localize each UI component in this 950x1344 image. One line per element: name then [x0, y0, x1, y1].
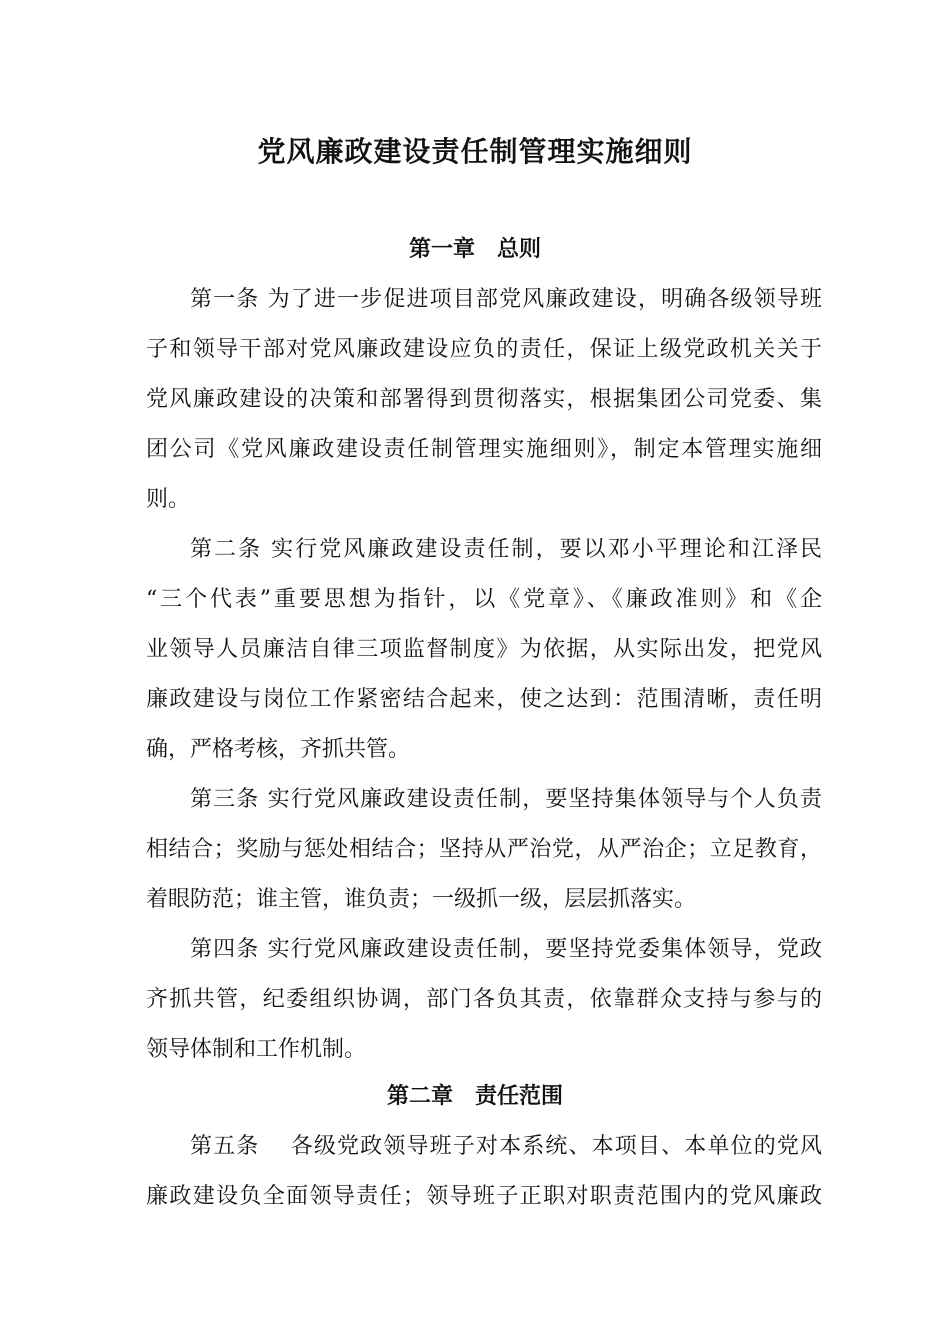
article-1-line-4: 团公司《党风廉政建设责任制管理实施细则》，制定本管理实施细 [146, 437, 822, 462]
article-3 [146, 775, 822, 925]
article-1-line-5: 则。 [146, 487, 191, 512]
article-3-line-3: 着眼防范；谁主管，谁负责；一级抓一级，层层抓落实。 [146, 887, 697, 912]
article-5 [146, 1122, 822, 1222]
article-1-line-2: 子和领导干部对党风廉政建设应负的责任，保证上级党政机关关于 [146, 337, 822, 362]
article-1-line-3: 党风廉政建设的决策和部署得到贯彻落实，根据集团公司党委、集 [146, 387, 822, 412]
article-2-line-5: 确，严格考核，齐抓共管。 [146, 737, 411, 762]
article-4-line-3: 领导体制和工作机制。 [146, 1037, 367, 1062]
document-title: 党风廉政建设责任制管理实施细则 [257, 135, 693, 168]
article-2-line-1: 第二条 实行党风廉政建设责任制，要以邓小平理论和江泽民 [190, 537, 822, 562]
article-4 [146, 925, 822, 1075]
chapter-1-heading: 第一章 总则 [408, 237, 541, 262]
article-2-line-2: “三个代表”重要思想为指针，以《党章》、《廉政准则》和《企 [146, 587, 822, 612]
article-3-line-2: 相结合；奖励与惩处相结合；坚持从严治党，从严治企；立足教育， [146, 837, 822, 862]
article-3-line-1: 第三条 实行党风廉政建设责任制，要坚持集体领导与个人负责 [190, 787, 822, 812]
chapter-2-heading: 第二章 责任范围 [386, 1084, 563, 1109]
article-5-line-1: 第五条 各级党政领导班子对本系统、本项目、本单位的党风 [190, 1134, 822, 1159]
article-1 [146, 275, 822, 525]
article-2 [146, 525, 822, 775]
article-1-line-1: 第一条 为了进一步促进项目部党风廉政建设，明确各级领导班 [190, 287, 822, 312]
article-4-line-2: 齐抓共管，纪委组织协调，部门各负其责，依靠群众支持与参与的 [146, 987, 822, 1012]
article-2-line-3: 业领导人员廉洁自律三项监督制度》为依据，从实际出发，把党风 [146, 637, 822, 662]
article-2-line-4: 廉政建设与岗位工作紧密结合起来，使之达到：范围清晰，责任明 [146, 687, 822, 712]
article-4-line-1: 第四条 实行党风廉政建设责任制，要坚持党委集体领导，党政 [190, 937, 822, 962]
article-5-line-2: 廉政建设负全面领导责任；领导班子正职对职责范围内的党风廉政 [146, 1184, 822, 1209]
